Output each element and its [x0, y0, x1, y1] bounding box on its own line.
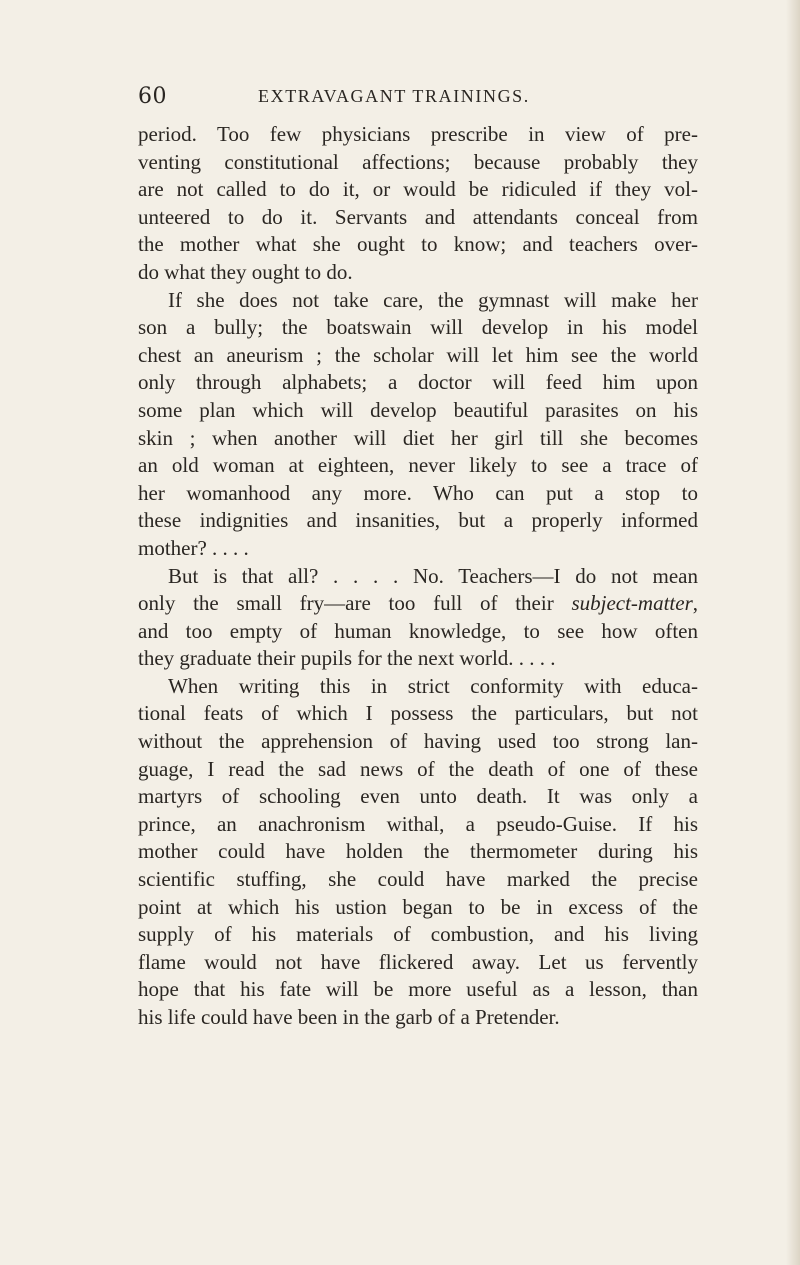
text-line: only through alphabets; a doctor will feed him upon [138, 370, 698, 395]
text-line: an old woman at eighteen, never likely to see a trace of [138, 453, 698, 478]
text-line: period. Too few physicians prescribe in view of pre- [138, 122, 698, 146]
text-line: prince, an anachronism withal, a pseudo-Guise. If his [138, 811, 698, 836]
page-header [138, 84, 698, 114]
text-line: his life could have been in the garb of a Pretender. [138, 1005, 560, 1029]
text-line: some plan which will develop beautiful parasites on his [138, 397, 698, 422]
text-line: guage, I read the sad news of the death of one of these [138, 756, 698, 781]
text-line: the mother what she ought to know; and teachers over- [138, 232, 698, 257]
text-line: martyrs of schooling even unto death. It was only a [138, 784, 698, 809]
text-line: son a bully; the boatswain will develop in his model [138, 315, 698, 340]
text-line: But is that all? . . . . No. Teachers—I do not mean [168, 563, 698, 588]
text-line: flame would not have flickered away. Let us fervently [138, 949, 698, 974]
text-line: are not called to do it, or would be ridiculed if they vol- [138, 177, 698, 202]
text-line: tional feats of which I possess the particulars, but not [138, 701, 698, 726]
text-line: do what they ought to do. [138, 259, 353, 284]
text-line: chest an aneurism ; the scholar will let him see the world [138, 342, 698, 367]
text-line: If she does not take care, the gymnast will make her [168, 287, 698, 312]
page-number: 60 [138, 84, 167, 109]
text-line: point at which his ustion began to be in excess of the [138, 894, 698, 919]
body-text [138, 121, 698, 1032]
text-line: mother could have holden the thermometer during his [138, 839, 698, 864]
text-line: hope that his fate will be more useful as a lesson, than [138, 977, 698, 1002]
text-segment: only the small fry—are too full of their [138, 591, 572, 616]
text-line: without the apprehension of having used too strong lan- [138, 729, 698, 754]
running-head: EXTRAVAGANT TRAININGS. [258, 86, 530, 106]
text-line: and too empty of human knowledge, to see how often [138, 618, 698, 643]
text-line: supply of his materials of combustion, and his living [138, 922, 698, 947]
text-line: her womanhood any more. Who can put a stop to [138, 480, 698, 505]
text-line: When writing this in strict conformity with educa- [168, 673, 698, 698]
text-line: mother? . . . . [138, 535, 249, 560]
text-line: unteered to do it. Servants and attendants conceal from [138, 204, 698, 229]
text-line: scientific stuffing, she could have marked the precise [138, 867, 698, 892]
text-segment: , [692, 591, 698, 616]
text-line: they graduate their pupils for the next world. . . . . [138, 646, 556, 671]
page-edge-shadow [786, 0, 800, 1265]
emphasized-term: subject-matter [571, 591, 693, 616]
text-line-with-emphasis [138, 590, 698, 618]
text-line: these indignities and insanities, but a properly informed [138, 508, 698, 533]
text-line: skin ; when another will diet her girl till she becomes [138, 425, 698, 450]
text-line: venting constitutional affections; because probably they [138, 149, 698, 174]
